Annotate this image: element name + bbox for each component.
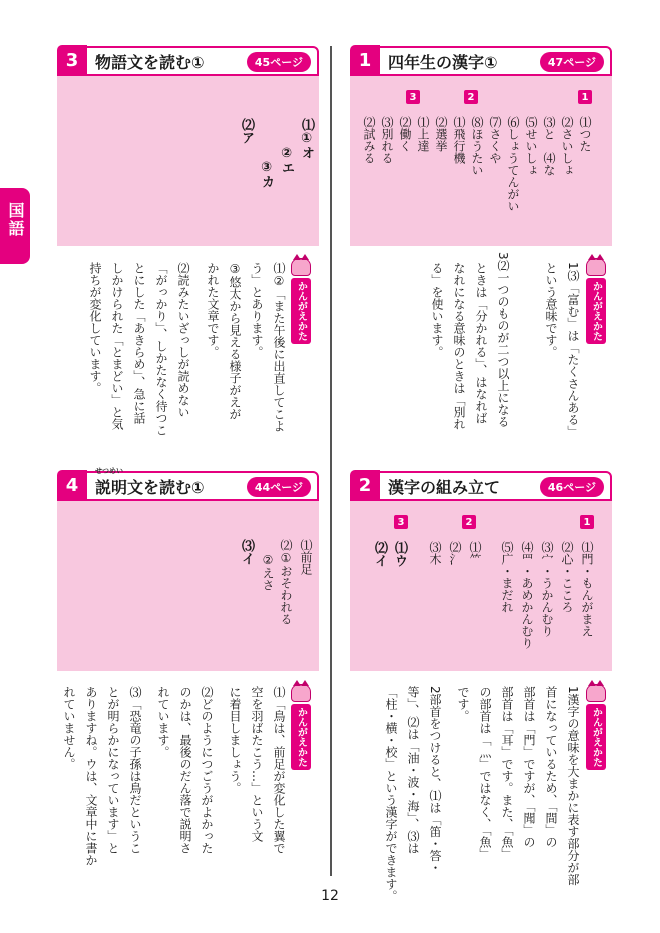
page-ref-badge: 45ページ [247, 52, 311, 72]
answer: ⑵ア [239, 118, 254, 144]
answer-box [350, 76, 612, 246]
subject-tab[interactable]: 国語 [0, 188, 30, 264]
kangaekata-badge: かんがえかた [586, 684, 606, 770]
answer: ⑴⺮ [468, 541, 482, 565]
answer: ②えさ [261, 553, 275, 591]
answer: ⑶木 [428, 541, 442, 565]
section-3 [57, 46, 319, 246]
answer: ⑵働く [398, 116, 412, 152]
section-number: 4 [57, 470, 87, 500]
answer: ⑴飛行機 [452, 116, 466, 164]
answer: ⑶と ⑷な [542, 116, 556, 176]
section-number: 3 [57, 45, 87, 75]
answer: ⑶イ [239, 539, 254, 565]
section-4 [57, 466, 319, 671]
kangaekata-badge: かんがえかた [291, 258, 311, 344]
answer: ⑴ウ [392, 541, 407, 567]
question-marker: 2 [464, 90, 478, 104]
answer: ⑺さくや [488, 116, 502, 164]
answer: ⑸せいしょ [524, 116, 538, 176]
answer: ⑵①おそわれる [279, 539, 293, 625]
page-ref-badge: 47ページ [540, 52, 604, 72]
cat-mascot-icon [586, 684, 606, 702]
furigana: せつめい [95, 466, 123, 475]
kangaekata-badge: かんがえかた [291, 684, 311, 770]
answer: ⑴上達 [416, 116, 430, 152]
cat-mascot-icon [586, 258, 606, 276]
section-title: せつめい 説明文を読む① [95, 466, 205, 497]
section-1 [350, 46, 612, 246]
answer-box [57, 76, 319, 246]
answer: ⑷⺲・あめかんむり [520, 541, 534, 649]
answer: ⑵心・こころ [560, 541, 574, 613]
answer-box [57, 501, 319, 671]
answer: ⑹しょうてんがい [506, 116, 520, 212]
section-number: 1 [350, 45, 380, 75]
answer: ②エ [279, 146, 294, 174]
answer: ⑴①オ [299, 118, 314, 159]
answer: ③カ [259, 160, 274, 188]
section-2 [350, 471, 612, 671]
answer: ⑴門・もんがまえ [580, 541, 594, 637]
section-title: 物語文を読む① [95, 52, 205, 72]
page-ref-badge: 44ページ [247, 477, 311, 497]
section-header [57, 46, 319, 76]
section-title: 漢字の組み立て [388, 477, 501, 497]
page-ref-badge: 46ページ [540, 477, 604, 497]
section-title: 四年生の漢字① [388, 52, 498, 72]
question-marker: 1 [580, 515, 594, 529]
cat-mascot-icon [291, 258, 311, 276]
question-marker: 2 [462, 515, 476, 529]
answer: ⑻ほうたい [470, 116, 484, 176]
answer: ⑴つた [578, 116, 592, 152]
page-number: 12 [321, 888, 339, 904]
question-marker: 3 [406, 90, 420, 104]
answer: ⑵選挙 [434, 116, 448, 152]
column-divider [330, 46, 332, 876]
question-marker: 1 [578, 90, 592, 104]
section-header [350, 471, 612, 501]
answer: ⑵氵 [448, 541, 462, 565]
answer: ⑵試みる [362, 116, 376, 164]
kangaekata-badge: かんがえかた [586, 258, 606, 344]
section-header [350, 46, 612, 76]
cat-mascot-icon [291, 684, 311, 702]
question-marker: 3 [394, 515, 408, 529]
answer: ⑶宀・うかんむり [540, 541, 554, 637]
answer-box [350, 501, 612, 671]
answer: ⑵イ [372, 541, 387, 567]
answer: ⑴前足 [299, 539, 313, 575]
section-number: 2 [350, 470, 380, 500]
section-header [57, 466, 319, 501]
answer: ⑵さいしょ [560, 116, 574, 176]
answer: ⑶別れる [380, 116, 394, 164]
answer: ⑸广・まだれ [500, 541, 514, 613]
